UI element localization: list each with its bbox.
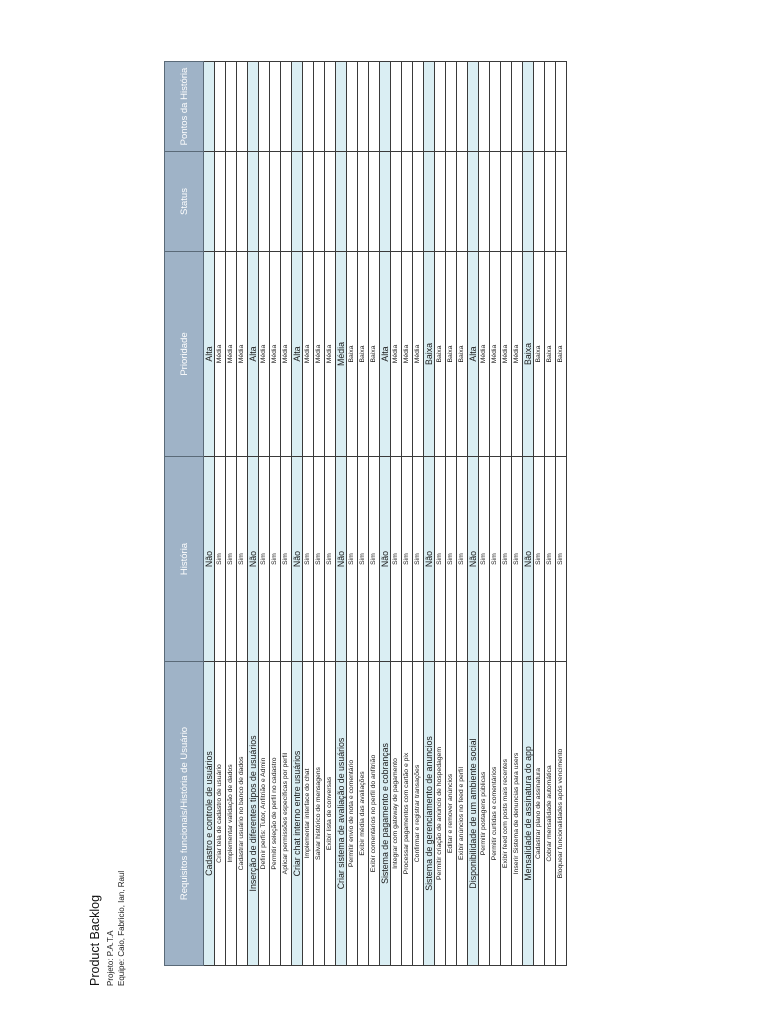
table-row [446, 62, 457, 966]
backlog-table [164, 61, 567, 966]
pontos-cell [259, 62, 270, 152]
prioridade-cell: Baixa [556, 252, 567, 457]
prioridade-cell: Média [490, 252, 501, 457]
status-cell [534, 152, 545, 252]
prioridade-cell: Alta [204, 252, 215, 457]
requirement-cell: Cobrar mensalidade automática [545, 662, 556, 966]
requirement-cell: Exibir média das avaliações [358, 662, 369, 966]
pontos-cell [270, 62, 281, 152]
requirement-cell: Criar sistema de avaliação de usuários [336, 662, 347, 966]
prioridade-cell: Alta [248, 252, 259, 457]
header-row [165, 62, 204, 966]
table-row [545, 62, 556, 966]
prioridade-cell: Baixa [435, 252, 446, 457]
historia-cell: Sim [446, 457, 457, 662]
epic-row [523, 62, 534, 966]
table-row [314, 62, 325, 966]
requirement-cell: Permitir postagens públicas [479, 662, 490, 966]
table-row [303, 62, 314, 966]
historia-cell: Sim [226, 457, 237, 662]
pontos-cell [402, 62, 413, 152]
pontos-cell [413, 62, 424, 152]
status-cell [380, 152, 391, 252]
historia-cell: Sim [237, 457, 248, 662]
historia-cell: Sim [347, 457, 358, 662]
pontos-cell [237, 62, 248, 152]
status-cell [336, 152, 347, 252]
pontos-cell [512, 62, 523, 152]
table-row [270, 62, 281, 966]
requirement-cell: Inserir Sistema de denuncias para users [512, 662, 523, 966]
pontos-cell [226, 62, 237, 152]
pontos-cell [325, 62, 336, 152]
prioridade-cell: Média [270, 252, 281, 457]
historia-cell: Sim [534, 457, 545, 662]
status-cell [358, 152, 369, 252]
requirement-cell: Integrar com gateway de pagamento [391, 662, 402, 966]
pontos-cell [314, 62, 325, 152]
prioridade-cell: Média [391, 252, 402, 457]
requirement-cell: Mensalidade de assinatura do app [523, 662, 534, 966]
historia-cell: Sim [501, 457, 512, 662]
table-body [204, 62, 567, 966]
requirement-cell: Implementar interface do chat [303, 662, 314, 966]
team-line: Equipe: Caio, Fabricio, Ian, Raul [117, 870, 126, 986]
epic-row [248, 62, 259, 966]
pontos-cell [435, 62, 446, 152]
status-cell [325, 152, 336, 252]
epic-row [292, 62, 303, 966]
requirement-cell: Cadastro e controle de usuários [204, 662, 215, 966]
requirement-cell: Cadastrar usuário no banco de dados [237, 662, 248, 966]
requirement-cell: Permitir criação de anúncio de hospedagem [435, 662, 446, 966]
page-title: Product Backlog [88, 894, 102, 986]
requirement-cell: Cadastrar plano de assinatura [534, 662, 545, 966]
requirement-cell: Exibir lista de conversas [325, 662, 336, 966]
historia-cell: Não [424, 457, 435, 662]
status-cell [545, 152, 556, 252]
table-row [479, 62, 490, 966]
status-cell [237, 152, 248, 252]
status-cell [523, 152, 534, 252]
prioridade-cell: Alta [380, 252, 391, 457]
status-cell [281, 152, 292, 252]
status-cell [446, 152, 457, 252]
requirement-cell: Definir perfis: Tutor, Anfitrião e Admin [259, 662, 270, 966]
historia-cell: Sim [413, 457, 424, 662]
table-row [402, 62, 413, 966]
status-cell [369, 152, 380, 252]
historia-cell: Sim [369, 457, 380, 662]
historia-cell: Sim [457, 457, 468, 662]
epic-row [204, 62, 215, 966]
pontos-cell [479, 62, 490, 152]
status-cell [413, 152, 424, 252]
requirement-cell: Permitir envio de nota e comentário [347, 662, 358, 966]
pontos-cell [391, 62, 402, 152]
historia-cell: Sim [314, 457, 325, 662]
historia-cell: Sim [512, 457, 523, 662]
requirement-cell: Criar tela de cadastro de usuário [215, 662, 226, 966]
prioridade-cell: Média [413, 252, 424, 457]
prioridade-cell: Média [325, 252, 336, 457]
historia-cell: Não [248, 457, 259, 662]
pontos-cell [369, 62, 380, 152]
prioridade-cell: Baixa [369, 252, 380, 457]
prioridade-cell: Baixa [446, 252, 457, 457]
requirement-cell: Exibir feed com posts mais recentes [501, 662, 512, 966]
pontos-cell [204, 62, 215, 152]
historia-cell: Sim [490, 457, 501, 662]
historia-cell: Não [336, 457, 347, 662]
status-cell [314, 152, 325, 252]
requirement-cell: Processar pagamentos com cartão e pix [402, 662, 413, 966]
table-row [358, 62, 369, 966]
historia-cell: Sim [259, 457, 270, 662]
requirement-cell: Aplicar permissões específicas por perfil [281, 662, 292, 966]
epic-row [424, 62, 435, 966]
status-cell [204, 152, 215, 252]
pontos-cell [545, 62, 556, 152]
status-cell [248, 152, 259, 252]
table-row [226, 62, 237, 966]
status-cell [512, 152, 523, 252]
status-cell [259, 152, 270, 252]
pontos-cell [446, 62, 457, 152]
prioridade-cell: Alta [468, 252, 479, 457]
historia-cell: Sim [391, 457, 402, 662]
requirement-cell: Sistema de gerenciamento de anuncios [424, 662, 435, 966]
prioridade-cell: Média [336, 252, 347, 457]
project-line: Projeto: P.A.T.A [106, 930, 115, 986]
table-row [501, 62, 512, 966]
prioridade-cell: Média [512, 252, 523, 457]
requirement-cell: Disponibilidade de um ambiente social [468, 662, 479, 966]
status-cell [303, 152, 314, 252]
col-header-requisitos: Requisitos funcionais/História de Usuário [165, 662, 204, 966]
pontos-cell [556, 62, 567, 152]
prioridade-cell: Baixa [457, 252, 468, 457]
status-cell [435, 152, 446, 252]
table-row [457, 62, 468, 966]
historia-cell: Não [204, 457, 215, 662]
status-cell [347, 152, 358, 252]
status-cell [402, 152, 413, 252]
historia-cell: Sim [435, 457, 446, 662]
prioridade-cell: Baixa [523, 252, 534, 457]
pontos-cell [292, 62, 303, 152]
historia-cell: Sim [556, 457, 567, 662]
requirement-cell: Sistema de pagamento e cobranças [380, 662, 391, 966]
epic-row [380, 62, 391, 966]
table-row [325, 62, 336, 966]
historia-cell: Sim [281, 457, 292, 662]
prioridade-cell: Média [237, 252, 248, 457]
pontos-cell [248, 62, 259, 152]
status-cell [226, 152, 237, 252]
historia-cell: Não [468, 457, 479, 662]
historia-cell: Sim [545, 457, 556, 662]
pontos-cell [501, 62, 512, 152]
requirement-cell: Permitir seleção de perfil no cadastro [270, 662, 281, 966]
historia-cell: Sim [358, 457, 369, 662]
requirement-cell: Criar chat interno entre usuários [292, 662, 303, 966]
pontos-cell [358, 62, 369, 152]
table-row [490, 62, 501, 966]
table-row [435, 62, 446, 966]
col-header-prioridade: Prioridade [165, 252, 204, 457]
pontos-cell [534, 62, 545, 152]
historia-cell: Não [380, 457, 391, 662]
prioridade-cell: Média [314, 252, 325, 457]
table-row [534, 62, 545, 966]
col-header-status: Status [165, 152, 204, 252]
pontos-cell [468, 62, 479, 152]
table-row [237, 62, 248, 966]
requirement-cell: Exibir comentários no perfil do anfitrião [369, 662, 380, 966]
table-row [391, 62, 402, 966]
epic-row [336, 62, 347, 966]
table-row [556, 62, 567, 966]
status-cell [479, 152, 490, 252]
status-cell [391, 152, 402, 252]
requirement-cell: Editar e remover anúncios [446, 662, 457, 966]
prioridade-cell: Média [226, 252, 237, 457]
pontos-cell [281, 62, 292, 152]
prioridade-cell: Alta [292, 252, 303, 457]
requirement-cell: Exibir anúncios no feed e perfil [457, 662, 468, 966]
prioridade-cell: Média [259, 252, 270, 457]
prioridade-cell: Média [215, 252, 226, 457]
status-cell [468, 152, 479, 252]
status-cell [490, 152, 501, 252]
historia-cell: Sim [215, 457, 226, 662]
prioridade-cell: Baixa [534, 252, 545, 457]
prioridade-cell: Média [402, 252, 413, 457]
status-cell [215, 152, 226, 252]
table-row [215, 62, 226, 966]
table-row [259, 62, 270, 966]
pontos-cell [215, 62, 226, 152]
table-row [369, 62, 380, 966]
requirement-cell: Inserção de diferentes tipos de usuários [248, 662, 259, 966]
table-row [347, 62, 358, 966]
pontos-cell [424, 62, 435, 152]
pontos-cell [347, 62, 358, 152]
table-row [413, 62, 424, 966]
pontos-cell [303, 62, 314, 152]
status-cell [424, 152, 435, 252]
historia-cell: Não [523, 457, 534, 662]
pontos-cell [490, 62, 501, 152]
prioridade-cell: Baixa [358, 252, 369, 457]
status-cell [556, 152, 567, 252]
backlog-page [0, 64, 768, 1024]
requirement-cell: Confirmar e registrar transações [413, 662, 424, 966]
pontos-cell [336, 62, 347, 152]
requirement-cell: Permitir curtidas e comentários [490, 662, 501, 966]
col-header-pontos: Pontos da História [165, 62, 204, 152]
historia-cell: Sim [303, 457, 314, 662]
prioridade-cell: Baixa [424, 252, 435, 457]
epic-row [468, 62, 479, 966]
prioridade-cell: Média [303, 252, 314, 457]
status-cell [292, 152, 303, 252]
table-row [512, 62, 523, 966]
prioridade-cell: Baixa [347, 252, 358, 457]
pontos-cell [380, 62, 391, 152]
historia-cell: Sim [325, 457, 336, 662]
pontos-cell [523, 62, 534, 152]
historia-cell: Sim [479, 457, 490, 662]
prioridade-cell: Baixa [545, 252, 556, 457]
requirement-cell: Implementar validação de dados [226, 662, 237, 966]
historia-cell: Sim [270, 457, 281, 662]
prioridade-cell: Média [501, 252, 512, 457]
historia-cell: Sim [402, 457, 413, 662]
prioridade-cell: Média [479, 252, 490, 457]
requirement-cell: Salvar histórico de mensagens [314, 662, 325, 966]
col-header-historia: História [165, 457, 204, 662]
status-cell [457, 152, 468, 252]
requirement-cell: Bloquear funcionalidades após vencimento [556, 662, 567, 966]
pontos-cell [457, 62, 468, 152]
historia-cell: Não [292, 457, 303, 662]
prioridade-cell: Média [281, 252, 292, 457]
status-cell [270, 152, 281, 252]
status-cell [501, 152, 512, 252]
table-row [281, 62, 292, 966]
